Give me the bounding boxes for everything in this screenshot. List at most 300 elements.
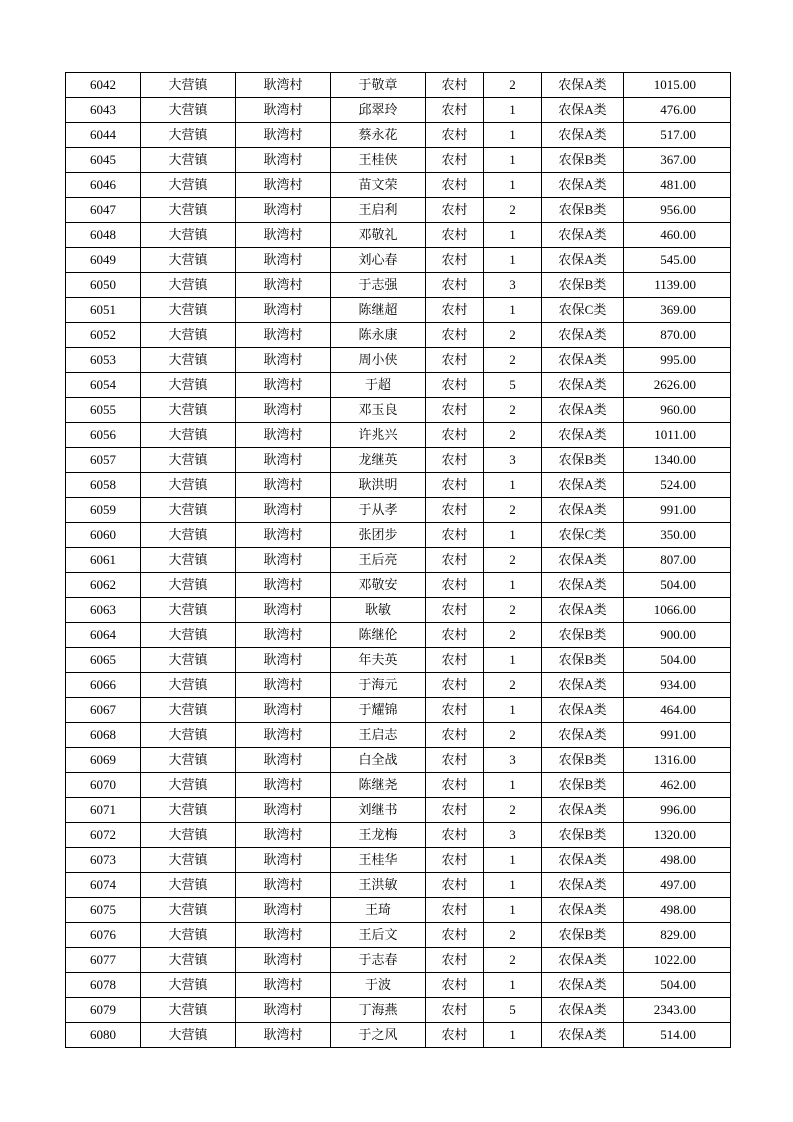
cell-serial: 6077 (66, 948, 141, 973)
table-row (66, 98, 731, 123)
cell-town: 大营镇 (141, 598, 236, 623)
cell-town: 大营镇 (141, 298, 236, 323)
cell-name: 刘心春 (331, 248, 426, 273)
cell-town: 大营镇 (141, 748, 236, 773)
cell-town: 大营镇 (141, 373, 236, 398)
cell-persons: 2 (484, 723, 542, 748)
cell-name: 邓敬礼 (331, 223, 426, 248)
cell-category: 农保A类 (542, 223, 624, 248)
cell-town: 大营镇 (141, 873, 236, 898)
cell-town: 大营镇 (141, 973, 236, 998)
cell-village: 耿湾村 (236, 323, 331, 348)
cell-name: 王启志 (331, 723, 426, 748)
table-row (66, 623, 731, 648)
cell-amount: 956.00 (624, 198, 731, 223)
cell-serial: 6053 (66, 348, 141, 373)
cell-persons: 1 (484, 123, 542, 148)
cell-village: 耿湾村 (236, 973, 331, 998)
cell-town: 大营镇 (141, 923, 236, 948)
cell-town: 大营镇 (141, 348, 236, 373)
cell-village: 耿湾村 (236, 548, 331, 573)
cell-category: 农保A类 (542, 323, 624, 348)
cell-amount: 517.00 (624, 123, 731, 148)
cell-type: 农村 (426, 573, 484, 598)
cell-persons: 2 (484, 948, 542, 973)
cell-amount: 514.00 (624, 1023, 731, 1048)
cell-serial: 6044 (66, 123, 141, 148)
cell-persons: 3 (484, 273, 542, 298)
cell-serial: 6068 (66, 723, 141, 748)
cell-village: 耿湾村 (236, 648, 331, 673)
cell-type: 农村 (426, 698, 484, 723)
cell-town: 大营镇 (141, 248, 236, 273)
cell-village: 耿湾村 (236, 448, 331, 473)
cell-serial: 6076 (66, 923, 141, 948)
cell-serial: 6058 (66, 473, 141, 498)
cell-persons: 1 (484, 698, 542, 723)
cell-village: 耿湾村 (236, 598, 331, 623)
cell-town: 大营镇 (141, 573, 236, 598)
cell-persons: 2 (484, 73, 542, 98)
table-row (66, 123, 731, 148)
cell-name: 耿洪明 (331, 473, 426, 498)
table-row (66, 173, 731, 198)
cell-amount: 995.00 (624, 348, 731, 373)
cell-amount: 350.00 (624, 523, 731, 548)
cell-category: 农保B类 (542, 773, 624, 798)
cell-serial: 6072 (66, 823, 141, 848)
cell-serial: 6078 (66, 973, 141, 998)
table-row (66, 898, 731, 923)
cell-persons: 2 (484, 423, 542, 448)
cell-town: 大营镇 (141, 648, 236, 673)
cell-name: 邓玉良 (331, 398, 426, 423)
cell-category: 农保A类 (542, 573, 624, 598)
cell-category: 农保A类 (542, 948, 624, 973)
cell-amount: 476.00 (624, 98, 731, 123)
cell-category: 农保A类 (542, 1023, 624, 1048)
cell-serial: 6051 (66, 298, 141, 323)
cell-village: 耿湾村 (236, 898, 331, 923)
cell-village: 耿湾村 (236, 123, 331, 148)
cell-category: 农保B类 (542, 448, 624, 473)
cell-amount: 900.00 (624, 623, 731, 648)
cell-serial: 6073 (66, 848, 141, 873)
cell-village: 耿湾村 (236, 923, 331, 948)
cell-village: 耿湾村 (236, 823, 331, 848)
cell-name: 王桂侠 (331, 148, 426, 173)
cell-persons: 1 (484, 873, 542, 898)
cell-village: 耿湾村 (236, 748, 331, 773)
cell-amount: 1340.00 (624, 448, 731, 473)
cell-serial: 6070 (66, 773, 141, 798)
cell-type: 农村 (426, 998, 484, 1023)
cell-category: 农保A类 (542, 848, 624, 873)
cell-serial: 6065 (66, 648, 141, 673)
cell-town: 大营镇 (141, 698, 236, 723)
cell-village: 耿湾村 (236, 348, 331, 373)
cell-town: 大营镇 (141, 948, 236, 973)
cell-type: 农村 (426, 198, 484, 223)
table-row (66, 373, 731, 398)
cell-persons: 1 (484, 848, 542, 873)
cell-serial: 6049 (66, 248, 141, 273)
cell-serial: 6043 (66, 98, 141, 123)
table-row (66, 448, 731, 473)
cell-name: 陈永康 (331, 323, 426, 348)
cell-name: 蔡永花 (331, 123, 426, 148)
cell-category: 农保A类 (542, 73, 624, 98)
cell-type: 农村 (426, 973, 484, 998)
cell-name: 王后亮 (331, 548, 426, 573)
cell-village: 耿湾村 (236, 848, 331, 873)
cell-category: 农保A类 (542, 598, 624, 623)
cell-category: 农保A类 (542, 98, 624, 123)
cell-type: 农村 (426, 373, 484, 398)
cell-amount: 498.00 (624, 898, 731, 923)
cell-amount: 369.00 (624, 298, 731, 323)
cell-serial: 6057 (66, 448, 141, 473)
cell-serial: 6050 (66, 273, 141, 298)
pension-roster-table (65, 72, 731, 1048)
cell-town: 大营镇 (141, 448, 236, 473)
cell-serial: 6060 (66, 523, 141, 548)
cell-amount: 996.00 (624, 798, 731, 823)
cell-amount: 991.00 (624, 498, 731, 523)
table-row (66, 698, 731, 723)
cell-village: 耿湾村 (236, 698, 331, 723)
cell-serial: 6059 (66, 498, 141, 523)
cell-serial: 6054 (66, 373, 141, 398)
cell-town: 大营镇 (141, 548, 236, 573)
table-row (66, 498, 731, 523)
cell-name: 王启利 (331, 198, 426, 223)
cell-amount: 960.00 (624, 398, 731, 423)
cell-village: 耿湾村 (236, 248, 331, 273)
cell-category: 农保A类 (542, 473, 624, 498)
cell-category: 农保B类 (542, 273, 624, 298)
cell-name: 邱翠玲 (331, 98, 426, 123)
table-row (66, 973, 731, 998)
cell-name: 于之风 (331, 1023, 426, 1048)
cell-persons: 1 (484, 223, 542, 248)
cell-serial: 6042 (66, 73, 141, 98)
cell-town: 大营镇 (141, 398, 236, 423)
table-row (66, 548, 731, 573)
cell-category: 农保A类 (542, 998, 624, 1023)
table-row (66, 648, 731, 673)
cell-village: 耿湾村 (236, 223, 331, 248)
cell-type: 农村 (426, 523, 484, 548)
cell-name: 陈继尧 (331, 773, 426, 798)
cell-category: 农保A类 (542, 373, 624, 398)
cell-village: 耿湾村 (236, 723, 331, 748)
cell-name: 于海元 (331, 673, 426, 698)
cell-amount: 367.00 (624, 148, 731, 173)
cell-amount: 1066.00 (624, 598, 731, 623)
table-row (66, 298, 731, 323)
cell-category: 农保B类 (542, 923, 624, 948)
cell-amount: 1015.00 (624, 73, 731, 98)
cell-type: 农村 (426, 748, 484, 773)
cell-persons: 1 (484, 573, 542, 598)
cell-name: 邓敬安 (331, 573, 426, 598)
cell-serial: 6047 (66, 198, 141, 223)
cell-type: 农村 (426, 598, 484, 623)
cell-category: 农保A类 (542, 498, 624, 523)
cell-amount: 462.00 (624, 773, 731, 798)
cell-serial: 6045 (66, 148, 141, 173)
cell-persons: 1 (484, 648, 542, 673)
cell-type: 农村 (426, 73, 484, 98)
cell-persons: 1 (484, 298, 542, 323)
cell-persons: 2 (484, 798, 542, 823)
cell-category: 农保A类 (542, 673, 624, 698)
table-row (66, 748, 731, 773)
table-row (66, 423, 731, 448)
cell-town: 大营镇 (141, 73, 236, 98)
cell-name: 陈继超 (331, 298, 426, 323)
cell-name: 于超 (331, 373, 426, 398)
cell-serial: 6064 (66, 623, 141, 648)
cell-type: 农村 (426, 173, 484, 198)
table-row (66, 473, 731, 498)
cell-town: 大营镇 (141, 723, 236, 748)
cell-category: 农保A类 (542, 248, 624, 273)
cell-category: 农保C类 (542, 523, 624, 548)
cell-name: 王龙梅 (331, 823, 426, 848)
cell-type: 农村 (426, 473, 484, 498)
cell-amount: 504.00 (624, 973, 731, 998)
cell-village: 耿湾村 (236, 373, 331, 398)
cell-category: 农保A类 (542, 898, 624, 923)
table-row (66, 1023, 731, 1048)
cell-category: 农保A类 (542, 348, 624, 373)
cell-town: 大营镇 (141, 773, 236, 798)
cell-type: 农村 (426, 248, 484, 273)
cell-type: 农村 (426, 223, 484, 248)
table-row (66, 273, 731, 298)
cell-name: 于志春 (331, 948, 426, 973)
cell-amount: 497.00 (624, 873, 731, 898)
cell-name: 王琦 (331, 898, 426, 923)
cell-town: 大营镇 (141, 673, 236, 698)
cell-village: 耿湾村 (236, 998, 331, 1023)
cell-name: 王洪敏 (331, 873, 426, 898)
cell-village: 耿湾村 (236, 873, 331, 898)
cell-type: 农村 (426, 898, 484, 923)
cell-town: 大营镇 (141, 273, 236, 298)
cell-category: 农保A类 (542, 123, 624, 148)
cell-amount: 991.00 (624, 723, 731, 748)
cell-name: 丁海燕 (331, 998, 426, 1023)
cell-amount: 807.00 (624, 548, 731, 573)
cell-serial: 6067 (66, 698, 141, 723)
cell-persons: 1 (484, 973, 542, 998)
cell-village: 耿湾村 (236, 173, 331, 198)
cell-type: 农村 (426, 123, 484, 148)
table-row (66, 248, 731, 273)
cell-town: 大营镇 (141, 498, 236, 523)
cell-town: 大营镇 (141, 523, 236, 548)
cell-village: 耿湾村 (236, 523, 331, 548)
cell-persons: 3 (484, 823, 542, 848)
cell-persons: 2 (484, 923, 542, 948)
cell-village: 耿湾村 (236, 273, 331, 298)
cell-village: 耿湾村 (236, 773, 331, 798)
cell-name: 王后文 (331, 923, 426, 948)
cell-persons: 2 (484, 398, 542, 423)
cell-serial: 6063 (66, 598, 141, 623)
table-body (66, 73, 731, 1048)
cell-persons: 2 (484, 348, 542, 373)
cell-type: 农村 (426, 948, 484, 973)
cell-serial: 6066 (66, 673, 141, 698)
cell-type: 农村 (426, 923, 484, 948)
cell-category: 农保A类 (542, 398, 624, 423)
cell-persons: 2 (484, 548, 542, 573)
cell-name: 白全战 (331, 748, 426, 773)
cell-category: 农保B类 (542, 648, 624, 673)
cell-category: 农保A类 (542, 723, 624, 748)
cell-serial: 6069 (66, 748, 141, 773)
cell-persons: 1 (484, 473, 542, 498)
cell-name: 于敬章 (331, 73, 426, 98)
cell-name: 王桂华 (331, 848, 426, 873)
cell-village: 耿湾村 (236, 423, 331, 448)
cell-amount: 2626.00 (624, 373, 731, 398)
cell-category: 农保A类 (542, 973, 624, 998)
cell-category: 农保C类 (542, 298, 624, 323)
cell-amount: 545.00 (624, 248, 731, 273)
table-row (66, 848, 731, 873)
cell-type: 农村 (426, 348, 484, 373)
cell-amount: 1022.00 (624, 948, 731, 973)
cell-amount: 1316.00 (624, 748, 731, 773)
cell-town: 大营镇 (141, 223, 236, 248)
table-row (66, 998, 731, 1023)
cell-town: 大营镇 (141, 998, 236, 1023)
cell-type: 农村 (426, 723, 484, 748)
cell-amount: 2343.00 (624, 998, 731, 1023)
cell-village: 耿湾村 (236, 573, 331, 598)
cell-name: 周小侠 (331, 348, 426, 373)
cell-serial: 6061 (66, 548, 141, 573)
cell-type: 农村 (426, 448, 484, 473)
cell-town: 大营镇 (141, 423, 236, 448)
cell-amount: 504.00 (624, 648, 731, 673)
cell-town: 大营镇 (141, 323, 236, 348)
cell-town: 大营镇 (141, 123, 236, 148)
cell-type: 农村 (426, 148, 484, 173)
table-row (66, 673, 731, 698)
cell-village: 耿湾村 (236, 673, 331, 698)
cell-persons: 1 (484, 148, 542, 173)
table-row (66, 948, 731, 973)
cell-type: 农村 (426, 323, 484, 348)
cell-amount: 524.00 (624, 473, 731, 498)
cell-type: 农村 (426, 423, 484, 448)
cell-name: 于波 (331, 973, 426, 998)
cell-category: 农保A类 (542, 873, 624, 898)
cell-serial: 6056 (66, 423, 141, 448)
cell-town: 大营镇 (141, 898, 236, 923)
cell-type: 农村 (426, 798, 484, 823)
cell-category: 农保A类 (542, 548, 624, 573)
cell-name: 许兆兴 (331, 423, 426, 448)
cell-town: 大营镇 (141, 98, 236, 123)
cell-category: 农保B类 (542, 148, 624, 173)
cell-serial: 6071 (66, 798, 141, 823)
cell-persons: 3 (484, 448, 542, 473)
cell-town: 大营镇 (141, 823, 236, 848)
table-row (66, 773, 731, 798)
cell-type: 农村 (426, 98, 484, 123)
table-row (66, 798, 731, 823)
cell-amount: 504.00 (624, 573, 731, 598)
cell-village: 耿湾村 (236, 398, 331, 423)
cell-persons: 2 (484, 498, 542, 523)
cell-persons: 2 (484, 673, 542, 698)
cell-type: 农村 (426, 498, 484, 523)
table-row (66, 923, 731, 948)
cell-persons: 5 (484, 373, 542, 398)
cell-village: 耿湾村 (236, 948, 331, 973)
cell-amount: 1011.00 (624, 423, 731, 448)
cell-amount: 934.00 (624, 673, 731, 698)
cell-persons: 1 (484, 898, 542, 923)
cell-name: 刘继书 (331, 798, 426, 823)
table-row (66, 148, 731, 173)
cell-category: 农保B类 (542, 623, 624, 648)
cell-serial: 6062 (66, 573, 141, 598)
cell-persons: 1 (484, 98, 542, 123)
cell-type: 农村 (426, 648, 484, 673)
cell-amount: 829.00 (624, 923, 731, 948)
cell-persons: 2 (484, 323, 542, 348)
cell-persons: 1 (484, 1023, 542, 1048)
cell-type: 农村 (426, 623, 484, 648)
table-row (66, 723, 731, 748)
table-row (66, 873, 731, 898)
cell-amount: 464.00 (624, 698, 731, 723)
cell-type: 农村 (426, 673, 484, 698)
table-row (66, 523, 731, 548)
cell-category: 农保A类 (542, 423, 624, 448)
cell-town: 大营镇 (141, 848, 236, 873)
cell-amount: 460.00 (624, 223, 731, 248)
cell-amount: 481.00 (624, 173, 731, 198)
table-row (66, 348, 731, 373)
cell-persons: 5 (484, 998, 542, 1023)
cell-name: 龙继英 (331, 448, 426, 473)
cell-village: 耿湾村 (236, 623, 331, 648)
cell-type: 农村 (426, 873, 484, 898)
cell-name: 年夫英 (331, 648, 426, 673)
cell-amount: 1139.00 (624, 273, 731, 298)
cell-persons: 2 (484, 198, 542, 223)
cell-category: 农保B类 (542, 748, 624, 773)
table-row (66, 323, 731, 348)
cell-amount: 1320.00 (624, 823, 731, 848)
cell-village: 耿湾村 (236, 148, 331, 173)
cell-serial: 6055 (66, 398, 141, 423)
cell-type: 农村 (426, 548, 484, 573)
cell-serial: 6079 (66, 998, 141, 1023)
cell-category: 农保B类 (542, 823, 624, 848)
cell-name: 于从孝 (331, 498, 426, 523)
table-row (66, 398, 731, 423)
